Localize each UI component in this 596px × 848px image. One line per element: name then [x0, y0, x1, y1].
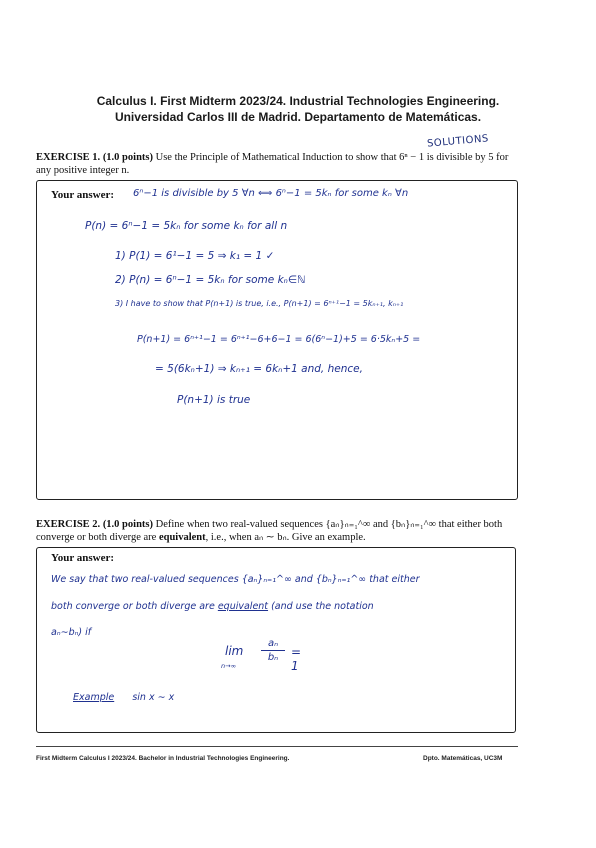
fraction-numerator: aₙ [267, 638, 279, 649]
example-line [73, 692, 174, 703]
limit-subscript: n→∞ [221, 662, 236, 670]
footer-right: Dpto. Matemáticas, UC3M [423, 755, 503, 762]
limit-fraction [261, 638, 285, 663]
handwriting-line: P(n) = 6ⁿ−1 = 5kₙ for some kₙ for all n [85, 220, 288, 232]
footer-divider [36, 746, 518, 747]
handwriting-line: 2) P(n) = 6ⁿ−1 = 5kₙ for some kₙ∈ℕ [115, 274, 306, 286]
solutions-stamp: SOLUTIONS [426, 133, 490, 150]
handwriting-fragment: both converge or both diverge are [51, 601, 215, 612]
exercise-1-answer-box[interactable] [36, 180, 518, 500]
footer-left: First Midterm Calculus I 2023/24. Bachelor in Industrial Technologies Engineering. [36, 755, 290, 762]
handwriting-line: We say that two real-valued sequences {aₙ}ₙ₌₁^∞ and {bₙ}ₙ₌₁^∞ that either [51, 574, 420, 585]
limit-operator: lim [225, 644, 244, 658]
exercise-1-answer-label: Your answer: [51, 189, 115, 201]
handwriting-line: P(n+1) = 6ⁿ⁺¹−1 = 6ⁿ⁺¹−6+6−1 = 6(6ⁿ−1)+5 = 6·5kₙ+5 = [137, 334, 421, 345]
handwriting-fragment: (and use the notation [271, 601, 374, 612]
handwriting-line: P(n+1) is true [177, 394, 251, 406]
example-label: Example [73, 692, 115, 703]
exercise-2-text-b: , i.e., when aₙ ∼ bₙ. Give an example. [205, 532, 366, 543]
handwriting-underlined: equivalent [217, 601, 269, 612]
exercise-2-text-bold: equivalent [158, 532, 206, 543]
page-title [0, 93, 596, 125]
exercise-2-answer-label: Your answer: [51, 552, 115, 564]
handwriting-line: 3) I have to show that P(n+1) is true, i.e., P(n+1) = 6ⁿ⁺¹−1 = 5kₙ₊₁, kₙ₊₁ [115, 299, 404, 308]
title-line-2: Universidad Carlos III de Madrid. Departamento de Matemáticas. [114, 110, 482, 124]
exercise-1-statement [36, 151, 526, 177]
example-text: sin x ∼ x [132, 692, 175, 703]
exercise-1-points: (1.0 points) [102, 152, 153, 163]
title-line-1: Calculus I. First Midterm 2023/24. Industrial Technologies Engineering. [96, 94, 500, 108]
fraction-bar [261, 650, 285, 651]
exercise-2-points: (1.0 points) [102, 519, 153, 530]
exercise-1-text: Use the Principle of Mathematical Induction to show that 6ⁿ − 1 is divisible by 5 for any positive integer n. [36, 152, 509, 176]
exercise-2-statement [36, 518, 526, 544]
handwriting-line: 1) P(1) = 6¹−1 = 5 ⇒ k₁ = 1 ✓ [115, 250, 275, 262]
exercise-2-label: EXERCISE 2. [36, 519, 101, 530]
exercise-2-text-a: Define when two real-valued sequences {aₙ}ₙ₌₁^∞ and {bₙ}ₙ₌₁^∞ that either both converge or both diverge are [36, 519, 503, 543]
handwriting-line: 6ⁿ−1 is divisible by 5 ∀n ⟺ 6ⁿ−1 = 5kₙ for some kₙ ∀n [133, 188, 409, 199]
fraction-denominator: bₙ [267, 652, 279, 663]
limit-result: = 1 [291, 645, 302, 673]
handwriting-line [51, 601, 374, 612]
exercise-2-answer-box[interactable] [36, 547, 516, 733]
handwriting-line: aₙ∼bₙ) if [51, 627, 92, 638]
exercise-1-label: EXERCISE 1. [36, 152, 101, 163]
handwriting-line: = 5(6kₙ+1) ⇒ kₙ₊₁ = 6kₙ+1 and, hence, [155, 363, 363, 375]
